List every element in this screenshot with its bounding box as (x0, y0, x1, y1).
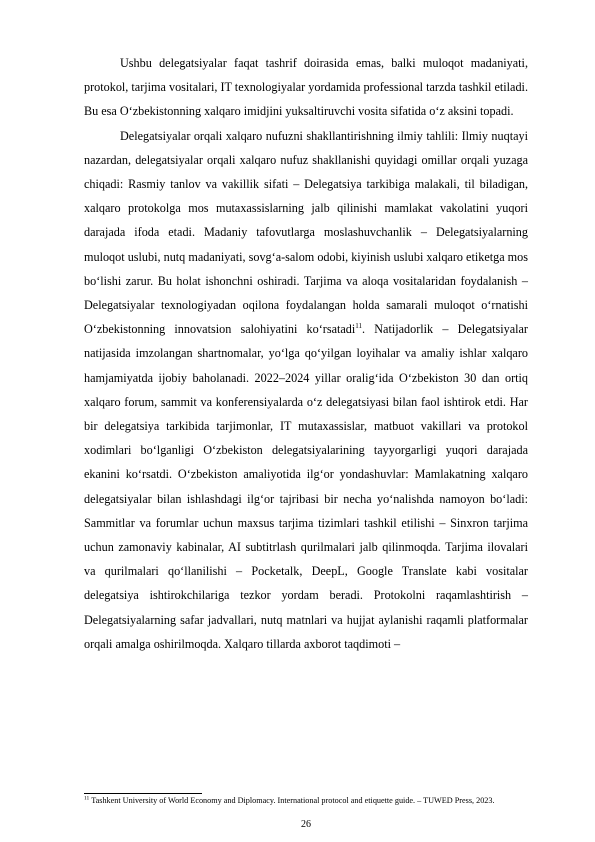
footnote (84, 795, 528, 806)
page-number: 26 (301, 819, 311, 830)
footnote-reference: 11 (355, 322, 363, 331)
page-body (84, 51, 528, 656)
paragraph-text: Delegatsiyalar orqali xalqaro nufuzni shakllantirishning ilmiy tahlili: Ilmiy nuqtayi nazardan, delegatsiyalar orqali xalqaro nufuz shakllanishi quyidagi omillar orqali yuzaga chiqadi: Rasmiy tanlov va vakillik sifati – Delegatsiya tarkibiga malakali, til biladigan, xalqaro protokolga mos mutaxassislarning jalb qilinishi mamlakat vakolatini yuqori darajada ifoda etadi. Madaniy tafovutlarga moslashuvchanlik – Delegatsiyalarning muloqot uslubi, nutq madaniyati, sovg‘a-salom odobi, kiyinish uslubi xalqaro etiketga mos bo‘lishi zarur. Bu holat ishonchni oshiradi. Tarjima va aloqa vositalaridan foydalanish – Delegatsiyalar texnologiyadan oqilona foydalangan holda samarali muloqot o‘rnatishi O‘zbekistonning innovatsion salohiyatini ko‘rsatadi (84, 128, 528, 337)
footnote-text: Tashkent University of World Economy and Diplomacy. International protocol and etiquette guide. – TUWED Press, 2023. (89, 796, 495, 805)
footnote-number: 11 (84, 795, 90, 802)
paragraph (84, 124, 528, 656)
paragraph-text: . Natijadorlik – Delegatsiyalar natijasida imzolangan shartnomalar, yo‘lga qo‘yilgan loyihalar va amaliy ishlar xalqaro hamjamiyatda ijobiy baholanadi. 2022–2024 yillar oralig‘ida O‘zbekiston 30 dan ortiq xalqaro forum, sammit va konferensiyalarda o‘z delegatsiyasi bilan faol ishtirok etdi. Har bir delegatsiya tarkibida tarjimonlar, IT mutaxassislar, matbuot vakillari va protokol xodimlari bo‘lganligi O‘zbekiston delegatsiyalarining tayyorgarligi yuqori darajada ekanini ko‘rsatdi. O‘zbekiston amaliyotida ilg‘or yondashuvlar: Mamlakatning xalqaro delegatsiyalar bilan ishlashdagi ilg‘or tajribasi bir necha yo‘nalishda namoyon bo‘ladi: Sammitlar va forumlar uchun maxsus tarjima tizimlari tashkil etilishi – Sinxron tarjima uchun zamonaviy kabinalar, AI subtitrlash qurilmalari jalb qilinmoqda. Tarjima ilovalari va qurilmalari qo‘llanilishi – Pocketalk, DeepL, Google Translate kabi vositalar delegatsiya ishtirokchilariga tezkor yordam beradi. Protokolni raqamlashtirish – Delegatsiyalarning safar jadvallari, nutq matnlari va hujjat aylanishi raqamli platformalar orqali amalga oshirilmoqda. Xalqaro tillarda axborot taqdimoti – (84, 322, 528, 651)
footnote-separator (84, 793, 202, 794)
paragraph: Ushbu delegatsiyalar faqat tashrif doirasida emas, balki muloqot madaniyati, protokol, tarjima vositalari, IT texnologiyalar yordamida professional tarzda tashkil etiladi. Bu esa O‘zbekistonning xalqaro imidjini yuksaltiruvchi vosita sifatida o‘z aksini topadi. (84, 56, 528, 119)
